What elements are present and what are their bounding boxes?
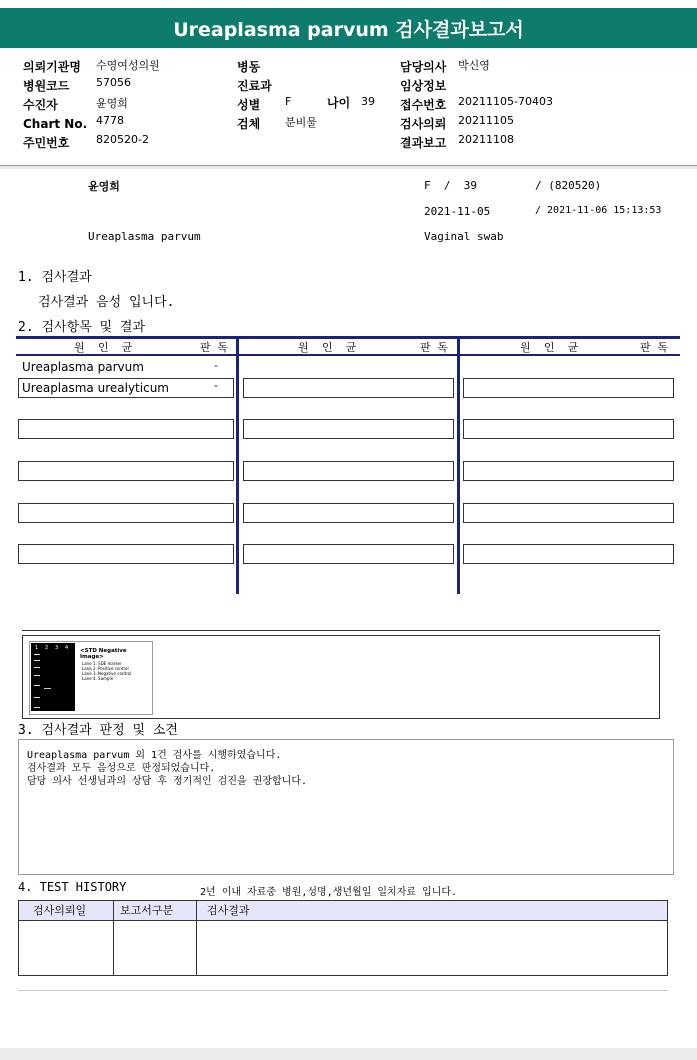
col-header-pathogen: 원 인 균 bbox=[520, 341, 579, 354]
gel-legend-item: Lane 4. Sample bbox=[82, 676, 114, 681]
result-cell bbox=[18, 419, 234, 439]
info-label: 수진자 bbox=[23, 98, 58, 112]
gel-band bbox=[34, 660, 40, 661]
sex-value: F bbox=[285, 95, 292, 108]
info-value: 20211105-70403 bbox=[458, 95, 553, 108]
header-divider-shadow bbox=[0, 166, 697, 169]
result-cell bbox=[463, 419, 674, 439]
history-col-header: 보고서구분 bbox=[113, 900, 197, 921]
history-table bbox=[18, 900, 668, 976]
summary-specimen: Vaginal swab bbox=[424, 230, 504, 243]
gel-band bbox=[34, 707, 40, 708]
info-label: 병원코드 bbox=[23, 79, 70, 93]
result-cell bbox=[463, 461, 674, 481]
col-header-judgement: 판 독 bbox=[200, 341, 228, 354]
gel-image-card bbox=[29, 641, 153, 715]
gel-band bbox=[44, 688, 51, 689]
section4-heading: 4. TEST HISTORY bbox=[18, 880, 127, 894]
gel-band bbox=[34, 675, 40, 676]
info-value: 4778 bbox=[96, 114, 124, 127]
info-label: 주민번호 bbox=[23, 136, 70, 150]
info-value: 윤영희 bbox=[96, 97, 128, 110]
table-divider bbox=[236, 336, 239, 594]
col-header-pathogen: 원 인 균 bbox=[298, 341, 357, 354]
col-header-judgement: 판 독 bbox=[640, 341, 668, 354]
gel-band bbox=[34, 654, 40, 655]
result-cell bbox=[18, 503, 234, 523]
history-cell bbox=[196, 920, 668, 976]
result-cell bbox=[18, 461, 234, 481]
history-cell bbox=[18, 920, 114, 976]
results-table bbox=[16, 336, 680, 594]
table-divider bbox=[457, 336, 460, 594]
info-label: 진료과 bbox=[237, 79, 272, 93]
summary-name: 윤영희 bbox=[88, 180, 120, 193]
gel-band bbox=[34, 697, 40, 698]
col-header-pathogen: 원 인 균 bbox=[74, 341, 133, 354]
info-value: 20211105 bbox=[458, 114, 514, 127]
info-value: 20211108 bbox=[458, 133, 514, 146]
page-footer-bar bbox=[0, 1048, 697, 1060]
info-label: Chart No. bbox=[23, 117, 88, 131]
comment-line: 검사결과 모두 음성으로 판정되었습니다. bbox=[27, 763, 216, 774]
info-col3 bbox=[400, 56, 690, 151]
header-info bbox=[0, 52, 697, 164]
info-label: 성별 bbox=[237, 98, 261, 112]
info-label: 임상정보 bbox=[400, 79, 447, 93]
info-value: 57056 bbox=[96, 76, 131, 89]
info-label: 의뢰기관명 bbox=[23, 60, 81, 74]
comment-box bbox=[18, 739, 674, 875]
result-cell bbox=[18, 544, 234, 564]
info-label: 접수번호 bbox=[400, 98, 447, 112]
pathogen-name: Ureaplasma urealyticum bbox=[22, 381, 169, 395]
section1-heading: 1. 검사결과 bbox=[18, 270, 92, 285]
gel-top-rule bbox=[22, 630, 660, 631]
info-label: 검사의뢰 bbox=[400, 117, 447, 131]
section1-result-text: 검사결과 음성 입니다. bbox=[38, 295, 175, 310]
comment-line: 담당 의사 선생님과의 상담 후 정기적인 검진을 권장합니다. bbox=[27, 776, 308, 787]
result-cell bbox=[463, 503, 674, 523]
info-value: 박신영 bbox=[458, 59, 490, 72]
info-col2 bbox=[237, 56, 387, 156]
info-label: 결과보고 bbox=[400, 136, 447, 150]
result-cell bbox=[463, 378, 674, 398]
pathogen-result: - bbox=[214, 359, 218, 372]
history-cell bbox=[113, 920, 197, 976]
result-cell bbox=[243, 503, 454, 523]
summary-report-datetime: / 2021-11-06 15:13:53 bbox=[535, 205, 662, 216]
result-cell bbox=[243, 378, 454, 398]
summary-birth: / (820520) bbox=[535, 179, 602, 192]
info-col1 bbox=[23, 56, 223, 151]
history-note: 2년 이내 자료중 병원,성명,생년월일 일치자료 입니다. bbox=[200, 887, 458, 898]
bottom-rule bbox=[18, 990, 668, 991]
gel-legend-item: Lane 2. Positive control bbox=[82, 666, 129, 671]
info-label: 검체 bbox=[237, 117, 261, 131]
lane-number: 2 bbox=[45, 645, 49, 651]
info-label: 담당의사 bbox=[400, 60, 447, 74]
info-value: 820520-2 bbox=[96, 133, 149, 146]
pathogen-result: - bbox=[214, 379, 218, 392]
info-label: 병동 bbox=[237, 60, 261, 74]
gel-band bbox=[34, 685, 40, 686]
comment-line: Ureaplasma parvum 외 1건 검사를 시행하였습니다. bbox=[27, 750, 282, 761]
summary-test-name: Ureaplasma parvum bbox=[88, 230, 201, 243]
result-cell bbox=[243, 419, 454, 439]
info-value: 분비물 bbox=[285, 116, 317, 129]
report-title: Ureaplasma parvum 검사결과보고서 bbox=[0, 8, 697, 48]
history-col-header: 검사결과 bbox=[196, 900, 668, 921]
gel-legend bbox=[82, 661, 131, 681]
gel-image-title: <STD Negative Image> bbox=[80, 648, 127, 660]
info-value: 수영여성의원 bbox=[96, 59, 160, 72]
lane-number: 3 bbox=[55, 645, 59, 651]
summary-sex-age: F / 39 bbox=[424, 179, 477, 192]
result-cell bbox=[243, 544, 454, 564]
col-header-judgement: 판 독 bbox=[420, 341, 448, 354]
lane-number: 1 bbox=[35, 645, 39, 651]
summary-request-date: 2021-11-05 bbox=[424, 205, 491, 218]
age-value: 39 bbox=[361, 95, 375, 108]
history-col-header: 검사의뢰일 bbox=[18, 900, 114, 921]
result-cell bbox=[463, 544, 674, 564]
gel-image bbox=[31, 643, 75, 711]
pathogen-name: Ureaplasma parvum bbox=[22, 360, 144, 374]
lane-number: 4 bbox=[65, 645, 69, 651]
section3-heading: 3. 검사결과 판정 및 소견 bbox=[18, 723, 178, 738]
age-label: 나이 bbox=[327, 96, 351, 110]
gel-legend-item: Lane 3. Negative control bbox=[82, 671, 132, 676]
gel-band bbox=[34, 667, 40, 668]
result-cell bbox=[243, 461, 454, 481]
gel-legend-item: Lane 1. SDE marker bbox=[82, 661, 122, 666]
section2-heading: 2. 검사항목 및 결과 bbox=[18, 320, 146, 335]
